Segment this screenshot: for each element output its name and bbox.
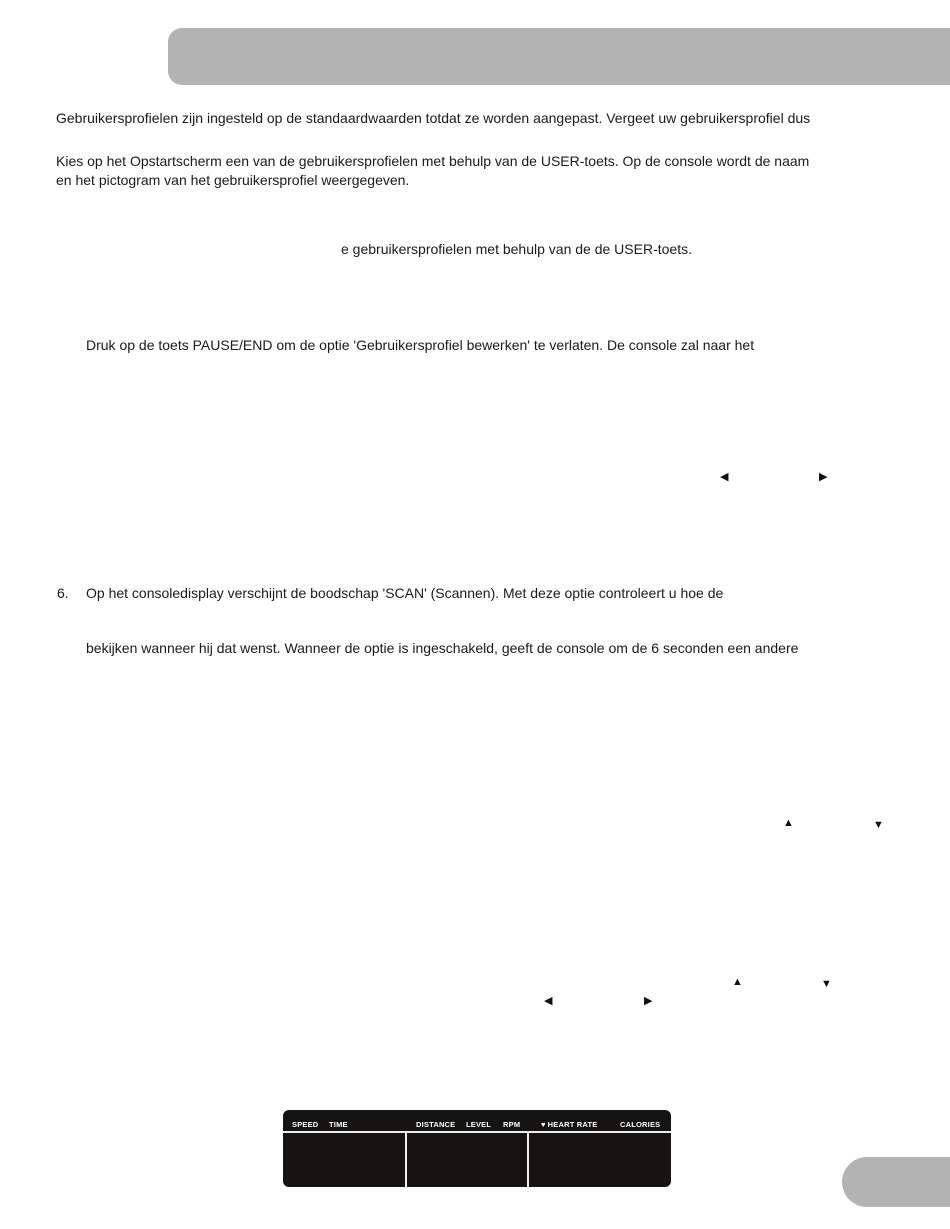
page-tab (842, 1157, 950, 1207)
up-arrow-icon: ▲ (732, 976, 743, 988)
step-number: 6. (57, 585, 69, 601)
paragraph-select-profile-line2: en het pictogram van het gebruikersprofiel weergegeven. (56, 172, 410, 188)
calories-label: CALORIES (620, 1120, 661, 1129)
distance-label: DISTANCE (416, 1120, 456, 1129)
speed-label: SPEED (292, 1120, 319, 1129)
left-arrow-icon: ◀ (720, 471, 729, 483)
right-arrow-icon: ▶ (644, 995, 653, 1007)
down-arrow-icon: ▼ (821, 978, 832, 990)
paragraph-select-profile-line1: Kies op het Opstartscherm een van de gebruikersprofielen met behulp van de USER-toets. Op de console wordt de naam (56, 153, 810, 169)
level-label: LEVEL (466, 1120, 492, 1129)
up-arrow-icon: ▲ (783, 817, 794, 829)
heart-rate-label (541, 1120, 597, 1129)
heart-rate-text: HEART RATE (547, 1120, 598, 1129)
console-divider (405, 1131, 407, 1187)
rpm-label: RPM (503, 1120, 521, 1129)
paragraph-pause-end: Druk op de toets PAUSE/END om de optie 'Gebruikersprofiel bewerken' te verlaten. De console zal naar het (86, 337, 755, 353)
paragraph-scan: Op het consoledisplay verschijnt de boodschap 'SCAN' (Scannen). Met deze optie controleert u hoe de (86, 585, 724, 601)
heart-icon: ♥ (541, 1120, 546, 1129)
paragraph-user-key: e gebruikersprofielen met behulp van de de USER-toets. (341, 241, 692, 257)
right-arrow-icon: ▶ (819, 471, 828, 483)
header-bar (168, 28, 950, 85)
console-top-line (283, 1131, 671, 1133)
down-arrow-icon: ▼ (873, 819, 884, 831)
console-divider (527, 1131, 529, 1187)
console-display (283, 1110, 671, 1187)
left-arrow-icon: ◀ (544, 995, 553, 1007)
paragraph-scan-interval: bekijken wanneer hij dat wenst. Wanneer de optie is ingeschakeld, geeft de console om de 6 seconden een andere (86, 640, 799, 656)
paragraph-user-profiles: Gebruikersprofielen zijn ingesteld op de standaardwaarden totdat ze worden aangepast. Vergeet uw gebruikersprofiel dus (56, 110, 811, 126)
time-label: TIME (329, 1120, 348, 1129)
